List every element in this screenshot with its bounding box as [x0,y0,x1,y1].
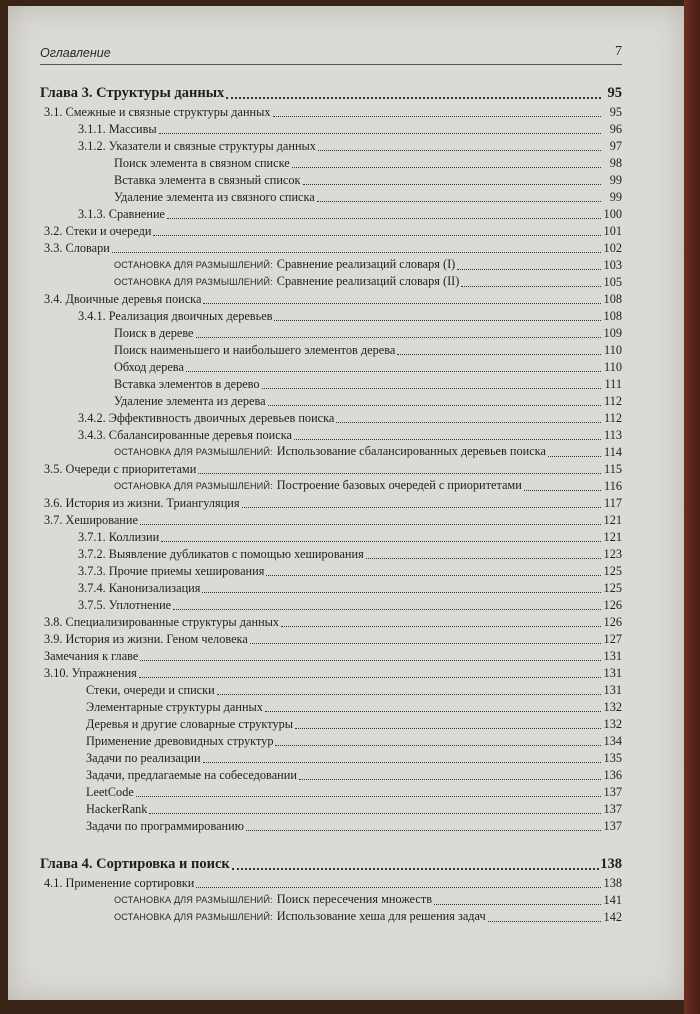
toc-entry-page: 131 [603,649,622,663]
toc-entry-text: Обход дерева [114,360,184,374]
toc-entry-title [78,597,171,614]
toc-entry-page: 138 [603,876,622,890]
leader-dots [303,183,602,185]
toc-entry-page: 116 [604,479,622,493]
leader-dots [397,353,601,355]
toc-entry [40,189,622,206]
leader-dots [140,523,601,525]
toc-entry-title [114,256,455,274]
running-header [40,44,622,65]
toc-entry [40,104,622,121]
toc-entry [40,444,622,461]
toc-entry [40,875,622,892]
toc-entry-title [114,443,546,461]
leader-dots [112,251,601,253]
toc-entry-title [78,308,272,325]
toc-entry-title [114,189,315,206]
toc-entry-text: 3.5. Очереди с приоритетами [44,462,197,476]
toc-entry-page: 136 [603,768,622,782]
toc-entry-text: 3.10. Упражнения [44,666,137,680]
toc-entry-page: 137 [603,819,622,833]
leader-dots [139,676,601,678]
toc-entry-text: Построение базовых очередей с приоритетами [276,478,522,492]
toc-entry-title [44,461,196,478]
leader-dots [149,812,601,814]
leader-dots [262,387,601,389]
toc-entry-text: LeetCode [86,785,134,799]
toc-entry-title [78,410,334,427]
toc-chapter [40,853,622,875]
toc-entry-prefix: ОСТАНОВКА ДЛЯ РАЗМЫШЛЕНИЙ: [114,895,273,905]
toc-entry-title [86,767,297,784]
toc-entry [40,733,622,750]
toc-entry-page: 113 [604,428,622,442]
toc-entry-page: 115 [604,462,622,476]
toc-entry-text: HackerRank [86,802,148,816]
leader-dots [250,642,601,644]
leader-dots [226,96,601,99]
toc-entry-title [86,818,244,835]
toc-entry [40,410,622,427]
toc-entry-title [86,733,273,750]
leader-dots [173,608,601,610]
toc-entry-text: 3.1. Смежные и связные структуры данных [44,105,271,119]
toc-entry-page: 112 [604,411,622,425]
page-number: 7 [615,44,622,59]
leader-dots [203,761,601,763]
toc-entry-text: 3.6. История из жизни. Триангуляция [44,496,240,510]
toc-entry [40,614,622,631]
toc-entry-title [78,206,165,223]
toc-entry-text: 3.4. Двоичные деревья поиска [44,292,202,306]
toc-entry-page: 114 [604,445,622,459]
leader-dots [198,472,601,474]
toc-entry-title [114,908,486,926]
toc-entry-title [44,495,240,512]
toc-entry-text: 3.7.1. Коллизии [78,530,160,544]
toc-entry-text: 4.1. Применение сортировки [44,876,195,890]
toc-entry-text: 3.4.1. Реализация двоичных деревьев [78,309,273,323]
toc-entry-page: 123 [603,547,622,561]
toc-entry-page: 127 [603,632,622,646]
toc-entry-text: Задачи, предлагаемые на собеседовании [86,768,297,782]
toc-entry-page: 138 [600,856,622,872]
leader-dots [159,132,601,134]
toc-entry-text: Использование хеша для решения задач [276,909,486,923]
toc-entry-text: 3.7.4. Канонизализация [78,581,201,595]
toc-entry-page: 126 [603,615,622,629]
toc-entry-title [40,82,224,104]
toc-entry [40,909,622,926]
leader-dots [246,829,601,831]
leader-dots [434,903,601,905]
toc-entry-text: 3.7.2. Выявление дубликатов с помощью хеширования [78,547,364,561]
toc-entry [40,682,622,699]
toc-entry-page: 125 [603,564,622,578]
toc-entry [40,631,622,648]
toc-entry-title [114,376,260,393]
toc-entry [40,716,622,733]
leader-dots [161,540,601,542]
toc-entry [40,223,622,240]
toc-entry-page: 117 [604,496,622,510]
toc-entry-title [114,273,459,291]
toc-entry-text: Элементарные структуры данных [86,700,263,714]
toc-entry-title [44,614,279,631]
toc-entry [40,393,622,410]
toc-entry-page: 109 [603,326,622,340]
leader-dots [242,506,601,508]
toc-entry-title [78,138,316,155]
toc-entry [40,546,622,563]
toc-entry [40,495,622,512]
toc-entry [40,206,622,223]
toc-entry [40,359,622,376]
toc-entry-text: 3.7.5. Уплотнение [78,598,172,612]
leader-dots [202,591,601,593]
toc-entry-text: Удаление элемента из связного списка [114,190,315,204]
toc-entry [40,274,622,291]
toc-entry-title [78,546,364,563]
toc-entry [40,512,622,529]
toc-entry-text: Деревья и другие словарные структуры [86,717,294,731]
toc-entry-text: 3.8. Специализированные структуры данных [44,615,280,629]
leader-dots [548,455,601,457]
leader-dots [136,795,601,797]
toc-entry-text: Удаление элемента из дерева [114,394,266,408]
toc-entry-title [44,512,138,529]
toc-entry-text: Глава 4. Сортировка и поиск [40,856,230,872]
toc-entry-prefix: ОСТАНОВКА ДЛЯ РАЗМЫШЛЕНИЙ: [114,260,273,270]
toc-entry-page: 132 [603,717,622,731]
toc-entry-title [86,801,147,818]
toc-entry-page: 110 [604,343,622,357]
toc-entry-page: 112 [604,394,622,408]
toc-entry-prefix: ОСТАНОВКА ДЛЯ РАЗМЫШЛЕНИЙ: [114,481,273,491]
toc-entry-title [114,477,522,495]
toc-entry-text: 3.7. Хеширование [44,513,138,527]
toc-entry-title [86,784,134,801]
toc-entry [40,767,622,784]
book-page [8,6,684,1000]
leader-dots [292,166,601,168]
toc-entry [40,121,622,138]
toc-entry-page: 96 [609,122,622,136]
leader-dots [217,693,601,695]
leader-dots [457,268,601,270]
toc-entry-page: 131 [603,683,622,697]
leader-dots [299,778,601,780]
toc-entry [40,342,622,359]
toc-entry-text: Вставка элемента в связный список [114,173,301,187]
toc-entry-page: 141 [603,893,622,907]
toc-entry-page: 98 [609,156,622,170]
toc-entry-title [114,393,266,410]
toc-entry-title [44,291,201,308]
toc-entry-title [114,359,184,376]
toc-entry-page: 132 [603,700,622,714]
toc-entry-page: 101 [603,224,622,238]
toc-entry-text: Поиск пересечения множеств [276,892,433,906]
toc-entry-text: Стеки, очереди и списки [86,683,215,697]
leader-dots [203,302,601,304]
toc-entry-title [86,682,215,699]
leader-dots [196,336,601,338]
toc-entry-text: 3.4.2. Эффективность двоичных деревьев поиска [78,411,335,425]
toc-entry [40,427,622,444]
leader-dots [295,727,601,729]
toc-entry-page: 111 [604,377,622,391]
toc-entry [40,325,622,342]
toc-entry-prefix: ОСТАНОВКА ДЛЯ РАЗМЫШЛЕНИЙ: [114,912,273,922]
toc-entry-title [78,121,157,138]
toc-entry-text: 3.3. Словари [44,241,110,255]
leader-dots [461,285,601,287]
leader-dots [196,886,601,888]
toc-entry [40,461,622,478]
toc-entry-text: Замечания к главе [44,649,139,663]
leader-dots [268,404,601,406]
toc-entry-page: 121 [603,513,622,527]
toc-entry-text: 3.2. Стеки и очереди [44,224,152,238]
toc-entry-title [114,155,290,172]
toc-entry-text: Поиск элемента в связном списке [114,156,290,170]
leader-dots [266,574,601,576]
toc-entry-title [78,580,200,597]
toc-entry [40,580,622,597]
leader-dots [275,744,601,746]
toc-entry [40,801,622,818]
toc-entry-page: 100 [603,207,622,221]
leader-dots [140,659,601,661]
toc-entry-text: 3.1.2. Указатели и связные структуры данных [78,139,316,153]
toc-entry-text: Поиск в дереве [114,326,194,340]
running-header-title: Оглавление [40,46,111,60]
toc-entry-page: 108 [603,309,622,323]
toc-entry-text: 3.7.3. Прочие приемы хеширования [78,564,265,578]
toc-entry-title [78,563,264,580]
toc-entry-page: 125 [603,581,622,595]
toc-entry-title [114,891,432,909]
toc-entry-page: 103 [603,258,622,272]
leader-dots [488,920,601,922]
toc-entry [40,892,622,909]
toc-entry [40,478,622,495]
toc-entry-title [86,750,201,767]
toc-entry-page: 95 [609,105,622,119]
toc-entry-text: Поиск наименьшего и наибольшего элементов дерева [114,343,396,357]
leader-dots [186,370,601,372]
toc-entry-text: 3.1.3. Сравнение [78,207,166,221]
toc-entry-prefix: ОСТАНОВКА ДЛЯ РАЗМЫШЛЕНИЙ: [114,277,273,287]
toc-entry [40,138,622,155]
toc-entry-text: Применение древовидных структур [86,734,274,748]
leader-dots [317,200,601,202]
toc-entry-text: Задачи по реализации [86,751,201,765]
leader-dots [273,115,601,117]
leader-dots [265,710,601,712]
toc-entry-page: 99 [609,190,622,204]
toc-entry-page: 135 [603,751,622,765]
toc-entry [40,784,622,801]
book-edge [684,0,700,1014]
toc-entry-page: 110 [604,360,622,374]
leader-dots [336,421,601,423]
toc-entry-page: 137 [603,802,622,816]
toc-entry-title [78,427,292,444]
toc-entry-title [114,342,395,359]
leader-dots [294,438,601,440]
toc-entry [40,699,622,716]
toc-entry-page: 142 [603,910,622,924]
toc-entry-prefix: ОСТАНОВКА ДЛЯ РАЗМЫШЛЕНИЙ: [114,447,273,457]
toc-entry-title [86,699,263,716]
toc-entry-title [78,529,159,546]
toc-entry-text: Задачи по программированию [86,819,244,833]
toc-entry-title [114,172,301,189]
toc-entry [40,665,622,682]
toc-entry-title [44,875,194,892]
table-of-contents [40,82,622,926]
toc-entry-title [40,853,230,875]
toc-entry [40,818,622,835]
toc-entry [40,308,622,325]
leader-dots [274,319,601,321]
toc-entry-title [44,665,137,682]
leader-dots [318,149,601,151]
toc-entry [40,648,622,665]
toc-entry-title [44,631,248,648]
toc-entry-title [44,104,271,121]
toc-entry [40,529,622,546]
leader-dots [524,489,601,491]
toc-entry [40,257,622,274]
toc-entry-text: Сравнение реализаций словаря (I) [276,257,456,271]
toc-entry-page: 131 [603,666,622,680]
toc-entry-text: 3.1.1. Массивы [78,122,157,136]
toc-entry-text: Использование сбалансированных деревьев поиска [276,444,546,458]
toc-entry-title [86,716,293,733]
toc-entry-title [114,325,194,342]
toc-entry-title [44,240,110,257]
toc-entry [40,597,622,614]
toc-chapter [40,82,622,104]
toc-entry [40,376,622,393]
leader-dots [153,234,601,236]
toc-entry-page: 137 [603,785,622,799]
toc-entry-page: 95 [607,85,622,101]
toc-entry-text: Глава 3. Структуры данных [40,85,225,101]
leader-dots [232,867,599,870]
leader-dots [366,557,601,559]
toc-entry-title [44,223,151,240]
toc-entry [40,240,622,257]
toc-entry-text: Сравнение реализаций словаря (II) [276,274,460,288]
toc-entry [40,155,622,172]
toc-entry-page: 126 [603,598,622,612]
leader-dots [167,217,601,219]
toc-entry-page: 121 [603,530,622,544]
toc-entry-page: 99 [609,173,622,187]
toc-entry-page: 108 [603,292,622,306]
toc-entry-text: 3.4.3. Сбалансированные деревья поиска [78,428,292,442]
toc-entry-page: 105 [603,275,622,289]
toc-entry-title [44,648,138,665]
toc-entry-text: 3.9. История из жизни. Геном человека [44,632,248,646]
toc-entry-text: Вставка элементов в дерево [114,377,260,391]
leader-dots [281,625,601,627]
toc-entry [40,563,622,580]
toc-entry [40,172,622,189]
toc-entry-page: 97 [609,139,622,153]
toc-entry [40,750,622,767]
toc-entry [40,291,622,308]
toc-entry-page: 134 [603,734,622,748]
toc-entry-page: 102 [603,241,622,255]
